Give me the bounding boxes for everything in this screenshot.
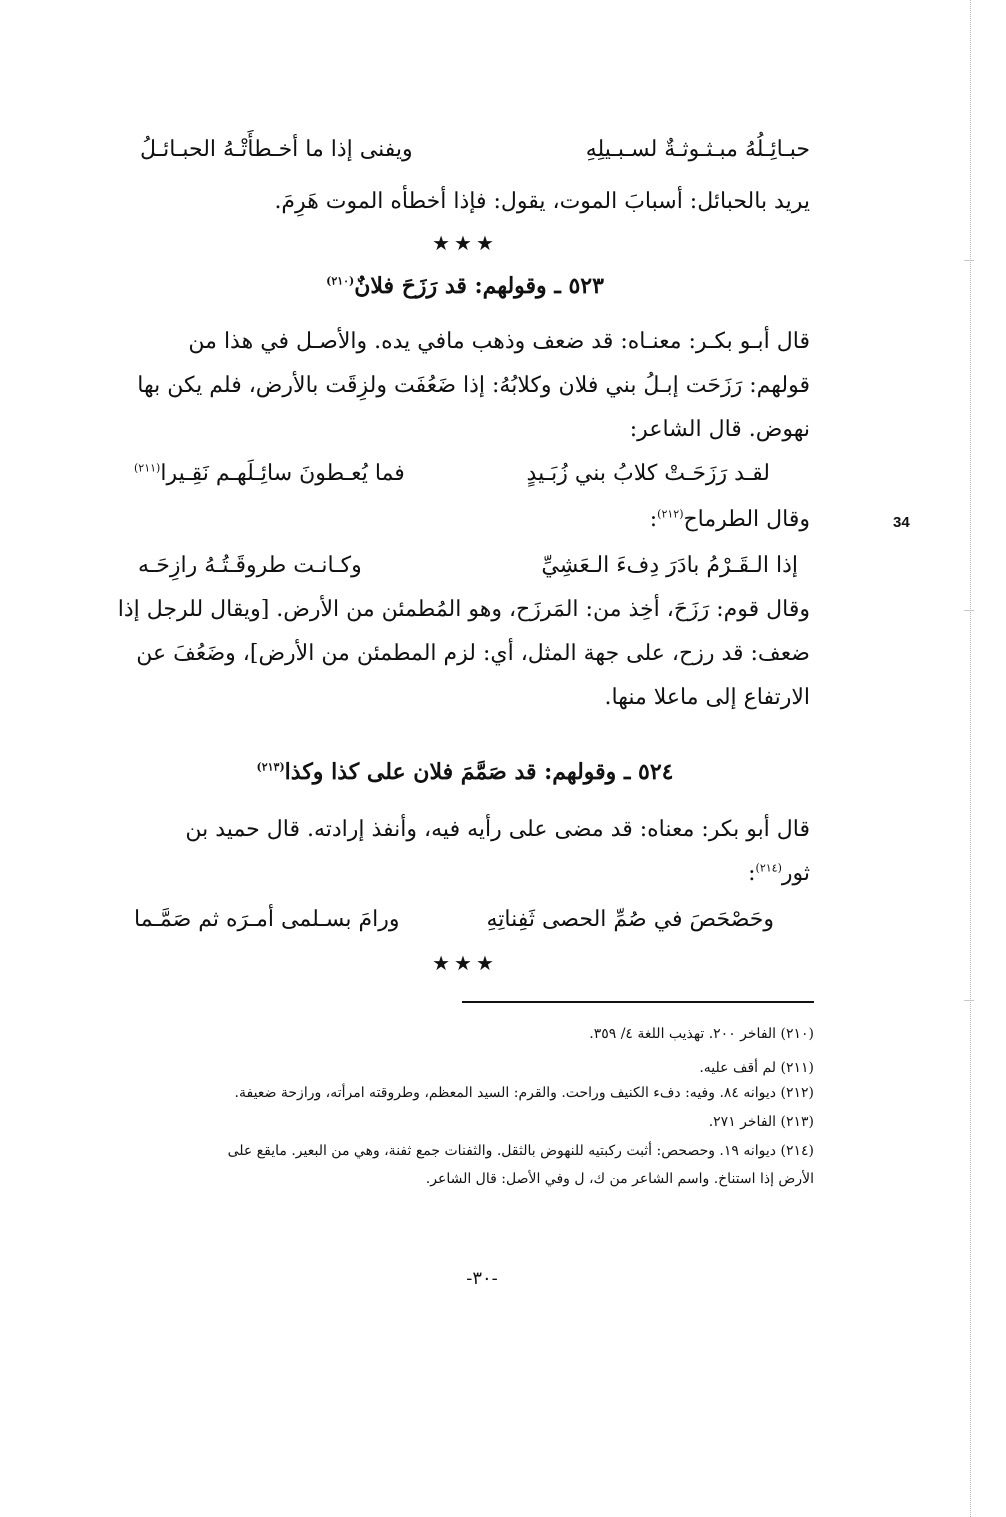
paragraph-line [110, 852, 810, 896]
verse-hemistich-left: ورامَ بسـلمى أمـرَه ثم صَمَّـما [134, 907, 400, 932]
verse-hemistich-left: وكـانـت طروقَـتُـهُ رازِحَـه [138, 553, 362, 578]
verse-hemistich-left [134, 452, 405, 496]
verse-hemistich-right: وحَصْحَصَ في صُمِّ الحصى ثَفِناتِهِ [486, 907, 774, 932]
page-edge-line [970, 0, 971, 1517]
entry-523-paragraph [110, 320, 810, 452]
margin-page-marker: 34 [893, 514, 910, 531]
footnote-212: (٢١٢) ديوانه ٨٤. وفيه: دفء الكنيف وراحت. والقرم: السيد المعظم، وطروقته امرأته، ورازحة ضعيفة. [234, 1085, 814, 1101]
footnote-214: (٢١٤) ديوانه ١٩. وحصحص: أثبت ركبتيه للنهوض بالثقل. والثفنات جمع ثفنة، وهي من البعير. مايقع على [227, 1143, 814, 1159]
entry-523-verse-2 [138, 544, 798, 588]
entry-524-paragraph [110, 808, 810, 896]
entry-524-heading [0, 752, 930, 792]
paragraph-line: ضعف: قد رزح، على جهة المثل، أي: لزم المطمئن من الأرض]، وضَعُفَ عن [136, 641, 810, 666]
entry-524-verse [134, 898, 774, 942]
edge-tick [964, 260, 974, 261]
verse-hemistich-left: ويفنى إذا ما أخـطأَتْـهُ الحبـائـلُ [140, 137, 413, 162]
paragraph-line: قال أبـو بكـر: معنـاه: قد ضعف وذهب مافي يده. والأصـل في هذا من [188, 329, 810, 354]
section-separator: ★★★ [432, 231, 498, 255]
top-explanation-line: يريد بالحبائل: أسبابَ الموت، يقول: فإذا أخطأه الموت هَرِمَ. [274, 189, 810, 214]
footnote-210: (٢١٠) الفاخر ٢٠٠. تهذيب اللغة ٤/ ٣٥٩. [589, 1026, 814, 1042]
paragraph-line: وقال قوم: رَزَحَ، أخِذ من: المَرزَح، وهو المُطمئن من الأرض. [ويقال للرجل إذا [117, 597, 810, 622]
section-separator: ★★★ [432, 951, 498, 975]
intro-colon: : [649, 507, 658, 532]
entry-523-paragraph-2 [110, 588, 810, 720]
footnote-ref-210: (٢١٠) [326, 274, 355, 288]
paragraph-line: قولهم: رَزَحَت إبـلُ بني فلان وكلابُهُ: إذا ضَعُفَت ولزِقَت بالأرض، فلم يكن بها [137, 373, 810, 398]
verse-hemistich-right: حبـائِـلُهُ مبـثـوثـةٌ لسـبـيلِهِ [585, 137, 810, 162]
paragraph-line: الارتفاع إلى ماعلا منها. [604, 685, 810, 710]
verse-hemistich-text: فما يُعـطونَ سائِـلَهـم نَقِـيرا [160, 461, 405, 486]
top-verse [140, 128, 810, 172]
paragraph-text: ثور [781, 861, 810, 886]
paragraph-colon: : [748, 861, 756, 886]
footnote-213: (٢١٣) الفاخر ٢٧١. [708, 1114, 814, 1130]
footnote-ref-213: (٢١٣) [256, 760, 285, 774]
footnote-ref-212: (٢١٢) [657, 507, 684, 521]
entry-523-intro-line [650, 498, 810, 542]
entry-523-heading [0, 266, 930, 306]
footnote-214-continued: الأرض إذا استناخ. واسم الشاعر من ك، ل وفي الأصل: قال الشاعر. [425, 1171, 814, 1187]
footnote-211: (٢١١) لم أقف عليه. [699, 1060, 814, 1076]
edge-tick [964, 1000, 974, 1001]
page-number: -٣٠- [466, 1268, 498, 1289]
verse-hemistich-right: إذا الـقَـرْمُ بادَرَ دِفءَ الـعَشِيِّ [541, 553, 798, 578]
footnote-ref-214: (٢١٤) [755, 861, 782, 875]
paragraph-line: نهوض. قال الشاعر: [629, 417, 810, 442]
verse-hemistich-right: لقـد رَزَحَـتْ كلابُ بني زُبَـيدٍ [526, 461, 770, 486]
entry-523-title: ٥٢٣ ـ وقولهم: قد رَزَحَ فلانٌ [354, 273, 604, 299]
entry-524-title: ٥٢٤ ـ وقولهم: قد صَمَّمَ فلان على كذا وكذا [284, 759, 674, 785]
edge-tick [964, 610, 974, 611]
paragraph-line: قال أبو بكر: معناه: قد مضى على رأيه فيه، وأنفذ إرادته. قال حميد بن [185, 817, 810, 842]
entry-523-verse-1 [134, 452, 770, 496]
footnote-rule [462, 1001, 814, 1003]
intro-text: وقال الطرماح [683, 507, 810, 532]
footnote-ref-211: (٢١١) [134, 461, 161, 475]
